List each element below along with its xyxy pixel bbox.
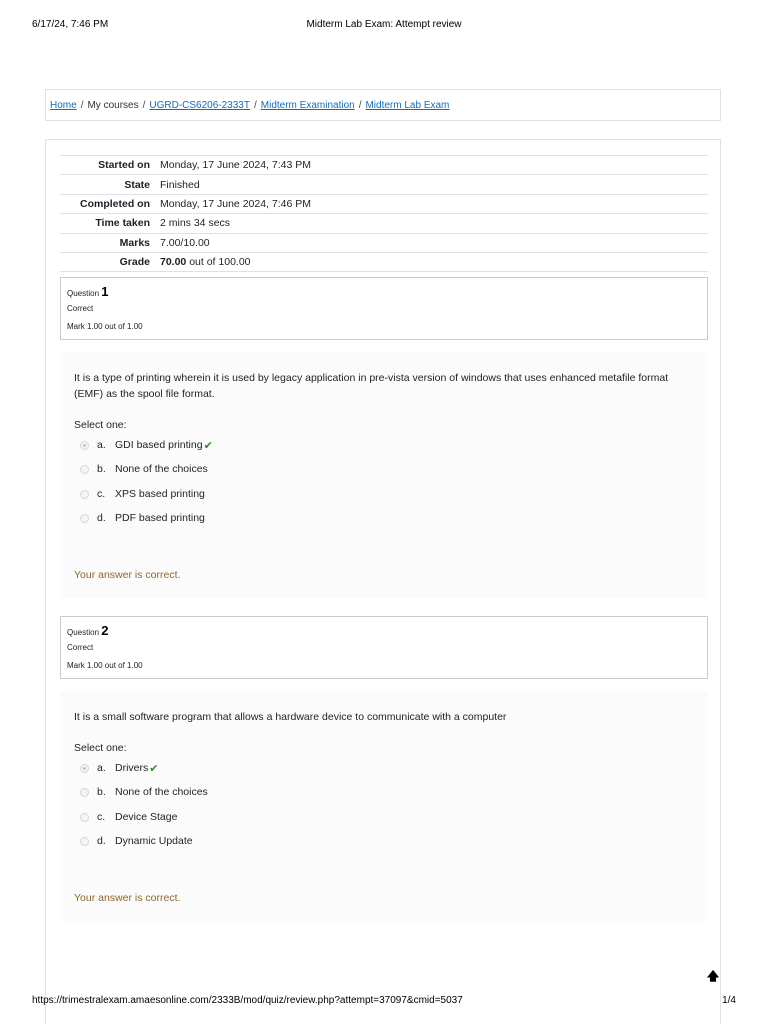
option-letter: b.	[97, 786, 106, 798]
radio-button[interactable]	[80, 837, 89, 846]
answer-option-a[interactable]	[80, 437, 213, 453]
grade-suffix: out of 100.00	[189, 256, 251, 269]
answer-option-a[interactable]	[80, 760, 158, 776]
answer-option-c[interactable]	[80, 809, 177, 825]
option-text: Drivers	[115, 762, 149, 774]
back-to-top-button[interactable]	[699, 966, 727, 988]
print-header	[32, 19, 736, 31]
question-number	[67, 284, 701, 301]
summary-label: State	[124, 178, 150, 191]
summary-row-marks	[60, 233, 708, 252]
radio-button[interactable]	[80, 813, 89, 822]
question-text: It is a small software program that allows a hardware device to communicate with a computer	[74, 711, 507, 723]
option-letter: d.	[97, 512, 106, 524]
summary-value: Finished	[160, 178, 200, 191]
radio-button[interactable]	[80, 764, 89, 773]
attempt-summary-table	[60, 155, 708, 272]
option-text: GDI based printing	[115, 439, 203, 451]
question-info-1	[60, 277, 708, 340]
question-state: Correct	[67, 643, 94, 652]
question-info-2	[60, 616, 708, 679]
summary-value	[160, 256, 708, 268]
summary-row-started-on	[60, 155, 708, 174]
radio-button[interactable]	[80, 490, 89, 499]
question-content-1	[60, 352, 708, 598]
select-one-label: Select one:	[74, 742, 127, 754]
answer-option-b[interactable]	[80, 784, 208, 800]
summary-row-grade	[60, 252, 708, 272]
breadcrumb-quiz-link[interactable]: Midterm Lab Exam	[365, 100, 450, 111]
option-letter: a.	[97, 439, 106, 451]
option-text: PDF based printing	[115, 512, 205, 524]
check-icon: ✔	[149, 762, 159, 775]
question-number	[67, 623, 701, 640]
print-datetime: 6/17/24, 7:46 PM	[32, 19, 109, 30]
print-page-number: 1/4	[722, 995, 736, 1006]
radio-button[interactable]	[80, 441, 89, 450]
breadcrumb-separator: /	[142, 100, 146, 111]
question-mark: Mark 1.00 out of 1.00	[67, 661, 143, 670]
answer-option-d[interactable]	[80, 833, 193, 849]
question-label: Question	[67, 289, 100, 298]
answer-option-c[interactable]	[80, 486, 205, 502]
option-letter: c.	[97, 488, 106, 500]
option-text: Device Stage	[115, 811, 178, 823]
breadcrumb-separator: /	[80, 100, 84, 111]
print-footer	[32, 995, 736, 1007]
summary-label: Grade	[119, 256, 150, 269]
summary-label: Completed on	[80, 197, 150, 210]
summary-value: 7.00/10.00	[160, 236, 210, 249]
answer-feedback: Your answer is correct.	[74, 569, 181, 581]
option-text: Dynamic Update	[115, 835, 193, 847]
summary-value: 2 mins 34 secs	[160, 217, 231, 230]
option-letter: b.	[97, 463, 106, 475]
check-icon: ✔	[203, 439, 213, 452]
print-title: Midterm Lab Exam: Attempt review	[306, 19, 462, 30]
question-text: It is a type of printing wherein it is used by legacy application in pre-vista version of windows that uses enhanced metafile format (EMF) as the spool file format.	[74, 372, 669, 400]
summary-row-time-taken	[60, 213, 708, 232]
answer-option-d[interactable]	[80, 510, 205, 526]
summary-row-completed-on	[60, 194, 708, 213]
breadcrumb-section-link[interactable]: Midterm Examination	[260, 100, 355, 111]
radio-button[interactable]	[80, 465, 89, 474]
question-number-value: 1	[101, 284, 109, 299]
grade-value: 70.00	[160, 256, 187, 269]
option-letter: a.	[97, 762, 106, 774]
radio-button[interactable]	[80, 788, 89, 797]
summary-label: Marks	[119, 236, 150, 249]
question-mark: Mark 1.00 out of 1.00	[67, 322, 143, 331]
select-one-label: Select one:	[74, 419, 127, 431]
question-content-2	[60, 691, 708, 921]
radio-button[interactable]	[80, 514, 89, 523]
option-letter: c.	[97, 811, 106, 823]
breadcrumb-separator: /	[358, 100, 362, 111]
option-letter: d.	[97, 835, 106, 847]
option-text: None of the choices	[115, 463, 208, 475]
question-state: Correct	[67, 304, 94, 313]
summary-value: Monday, 17 June 2024, 7:46 PM	[160, 197, 311, 210]
breadcrumb-my-courses: My courses	[87, 100, 139, 111]
question-label: Question	[67, 628, 100, 637]
print-url: https://trimestralexam.amaesonline.com/2333B/mod/quiz/review.php?attempt=37097&cmid=5037	[32, 995, 463, 1006]
summary-row-state	[60, 174, 708, 193]
option-text: XPS based printing	[115, 488, 205, 500]
summary-label: Time taken	[95, 217, 150, 230]
breadcrumb	[45, 89, 721, 121]
answer-option-b[interactable]	[80, 461, 208, 477]
answer-feedback: Your answer is correct.	[74, 892, 181, 904]
breadcrumb-course-link[interactable]: UGRD-CS6206-2333T	[149, 100, 250, 111]
summary-label: Started on	[98, 159, 150, 172]
summary-value: Monday, 17 June 2024, 7:43 PM	[160, 159, 311, 172]
arrow-up-icon: 🡅	[706, 968, 720, 983]
option-text: None of the choices	[115, 786, 208, 798]
question-number-value: 2	[101, 623, 109, 638]
breadcrumb-separator: /	[253, 100, 257, 111]
breadcrumb-home-link[interactable]: Home	[50, 100, 77, 111]
